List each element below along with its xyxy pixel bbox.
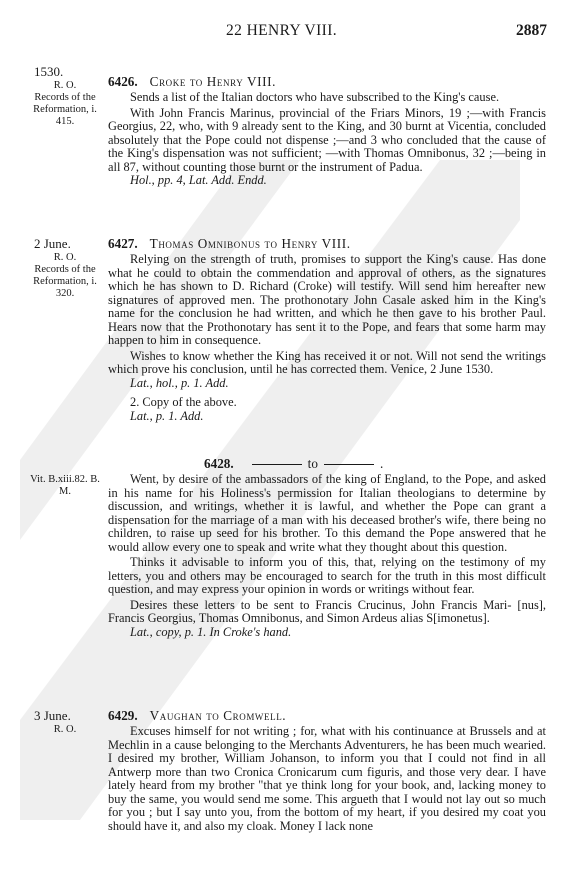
entry-margin [30, 236, 100, 300]
entry-heading [108, 74, 546, 90]
blank-recipient-line [324, 464, 374, 465]
entry-source: R. O. [53, 80, 77, 91]
entry-paragraph: Went, by desire of the ambassadors of the king of England, to the Pope, and asked in his name for his Holiness's permission for Italian theologians to determine by discussion, and writings, whether it is lawful, and whether the Pope can grant a dispensation for the marriage of a man with his deceased brother's wife, there being no children, to raise up seed for his brother. To this demand the Pope answered that he would allow every one to speak and write what they thought about this question. [108, 472, 546, 554]
entry-number: 6426. [108, 74, 138, 89]
entry-margin [30, 474, 100, 498]
entry-paragraph: Wishes to know whether the King has received it or not. Will not send the writings which prove his conclusion, until he has corrected them. Venice, 2 June 1530. [108, 348, 546, 376]
entry-paragraph: Relying on the strength of truth, promises to support the King's cause. Has done what he could to obtain the commendation and approval of others, as the signatures which he has shown to D. Richard (Croke) will testify. Will send him hereafter new signatures of approved men. The prothonotary John Casale asked him in the King's name for the conclusion he had written, and which he then gave to his brother Paul. Hears now that the Prothonotary has sent it to the Pope, and fears that some harm may happen to him in consequence. [108, 252, 546, 347]
entry-heading [108, 708, 546, 724]
entry-date: 2 June. [34, 236, 71, 251]
entry-heading [108, 236, 546, 252]
entry-paragraph: Desires these letters to be sent to Francis Crucinus, John Francis Mari- [nus], Francis Georgius, Thomas Omnibonus, and Simon Ardeus alias S[imonetus]. [108, 597, 546, 625]
copy-line: 2. Copy of the above. [130, 395, 237, 409]
entry-meta: Hol., pp. 4, Lat. Add. Endd. [130, 173, 267, 187]
entry-source: R. O. [53, 724, 77, 735]
entry-paragraph: Thinks it advisable to inform you of this, that, relying on the testimony of my letters, you and others may be encouraged to search for the truth in this most difficult question, and may express your opinion in words or writings without fear. [108, 555, 546, 596]
page-number: 2887 [516, 22, 547, 39]
running-title: 22 HENRY VIII. [226, 22, 338, 39]
entry-source: Vit. B.xiii.82. B. M. [30, 474, 100, 497]
entry-date: 1530. [34, 64, 64, 79]
entry-paragraph: Sends a list of the Italian doctors who have subscribed to the King's cause. [130, 90, 500, 104]
entry-title: Thomas Omnibonus to Henry VIII. [149, 236, 351, 251]
entry-date: 3 June. [34, 708, 71, 723]
blank-sender-line [252, 464, 302, 465]
entry-meta: Lat., hol., p. 1. Add. [130, 375, 229, 390]
entry-title: Croke to Henry VIII. [149, 74, 276, 89]
entry-margin [30, 64, 100, 128]
entry-reference: Records of the Reformation, i. 415. [33, 92, 97, 127]
entry-number: 6428. [204, 456, 234, 471]
entry-meta: Lat., copy, p. 1. In Croke's hand. [130, 624, 292, 639]
entry-margin [30, 708, 100, 736]
entry-reference: Records of the Reformation, i. 320. [33, 264, 97, 299]
entry-source: R. O. [53, 252, 77, 263]
entry-heading: 6428. to . [204, 456, 384, 471]
heading-to: to [307, 456, 318, 471]
entry-number: 6429. [108, 708, 138, 723]
entry-number: 6427. [108, 236, 138, 251]
entry-paragraph: With John Francis Marinus, provincial of the Friars Minors, 19 ;—with Francis Georgius, 22, who, with 9 already sent to the King, and 30 burnt at Vicentia, concluded absolutely that the Pope could not dispense ;—and 3 who concluded that the cause of the King's dispensation was not sufficient; —with Thomas Omnibonus, 32 ;—being in all 87, without counting those burnt or the instrument of Padua. [108, 105, 546, 174]
entry-paragraph: Excuses himself for not writing ; for, what with his continuance at Brussels and at Mechlin in a cause belonging to the Merchants Adventurers, he has been much wearied. I desired my brother, William Johanson, to inform you that I could not find in all Antwerp more than two Cronica Cronicarum cum figuris, and those very dear. I have lately heard from my brother "that ye think long for your book, and, lacking money to buy the same, you would send me some. This argueth that I would not lay out so much for you ; but I say unto you, from the bottom of my heart, if you desired my coat you should have it, and also my cloak. Money I lack none [108, 724, 546, 833]
copy-meta: Lat., p. 1. Add. [130, 408, 204, 423]
entry-title: Vaughan to Cromwell. [149, 708, 287, 723]
page-header [0, 22, 567, 42]
